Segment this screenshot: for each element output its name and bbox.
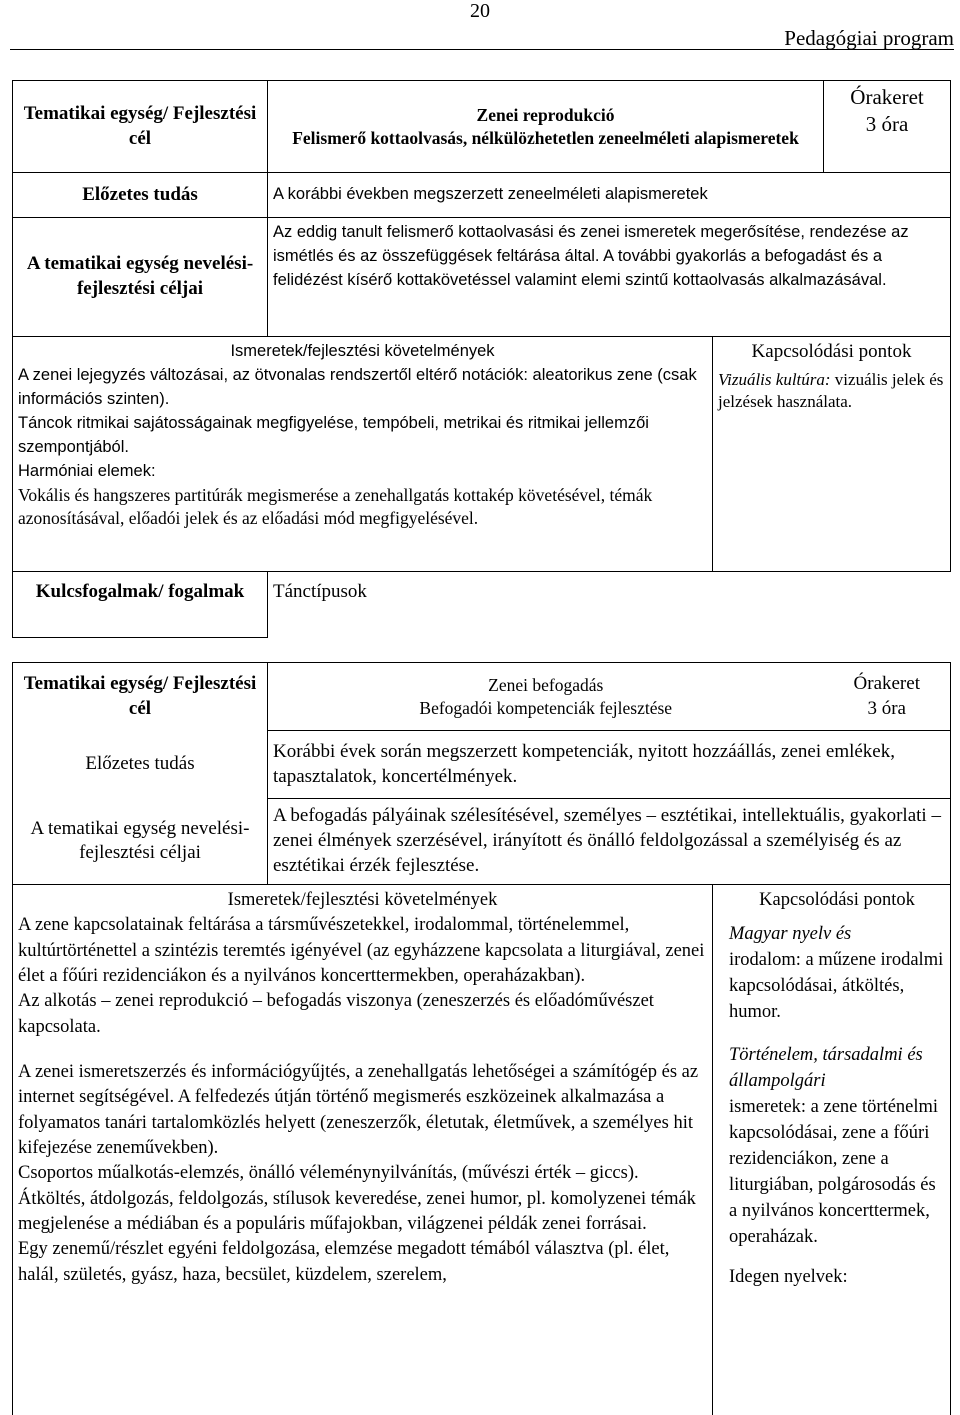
label-goals: A tematikai egység nevelési-fejlesztési céljai xyxy=(13,218,268,337)
unit-title-cell-2 xyxy=(268,663,824,731)
links-cell-2 xyxy=(713,885,951,1415)
link-history xyxy=(729,1043,945,1250)
label-unit: Tematikai egység/ Fejlesztési cél xyxy=(13,81,268,173)
requirement-arts: A zene kapcsolatainak feltárása a társművészetekkel, irodalommal, történelemmel, kultúrtörténettel a szintézis teremtés igényével (az egyházzene kapcsolata a liturgiával, zenei élet a főúri rezidenciákon és a nyilvános koncerttermekben, operaházakban). xyxy=(18,915,705,987)
development-goals: Az eddig tanult felismerő kottaolvasási és zenei ismeretek megerősítése, rendezése az ismétlés és az összefüggések feltárása által. A további gyakorlás a befogadást és a felidézést kísérő kottakövetéssel valamint elemi szintű kottaolvasás alkalmazásával. xyxy=(268,218,951,337)
requirement-notation: A zenei lejegyzés változásai, az ötvonalas rendszertől eltérő notációk: aleatorikus zene (csak információs szinten). xyxy=(18,365,697,408)
program-title: Pedagógiai program xyxy=(784,26,954,50)
unit-title: Zenei reprodukció xyxy=(476,104,615,125)
links-header: Kapcsolódási pontok xyxy=(751,341,912,362)
hours-cell xyxy=(824,81,951,173)
hours-label: Órakeret xyxy=(850,85,924,109)
unit-subtitle: Felismerő kottaolvasás, nélkülözhetetlen zeneelméleti alapismeretek xyxy=(292,127,799,148)
label-goals-2: A tematikai egység nevelési-fejlesztési céljai xyxy=(13,799,268,885)
prior-knowledge-2: Korábbi évek során megszerzett kompetenciák, nyitott hozzáállás, zenei emlékek, tapasztalatok, koncertélmények. xyxy=(268,731,951,799)
requirement-dances: Táncok ritmikai sajátosságainak megfigyelése, tempóbeli, metrikai és ritmikai jellemzői szempontjából. xyxy=(18,413,649,456)
unit-title-cell xyxy=(268,81,824,173)
requirement-scores: Vokális és hangszeres partitúrák megismerése a zenehallgatás kottakép követésével, témák azonosításával, előadói jelek és az előadási mód megfigyelésével. xyxy=(18,484,653,529)
label-unit-2: Tematikai egység/ Fejlesztési cél xyxy=(13,663,268,731)
link-foreign-languages: Idegen nyelvek: xyxy=(729,1266,848,1287)
link-visual-culture xyxy=(718,369,945,413)
link-description: vizuális jelek és jelzések használata. xyxy=(718,369,944,411)
requirements-header: Ismeretek/fejlesztési követelmények xyxy=(230,342,495,360)
hours-cell-2 xyxy=(824,663,951,731)
keywords: Tánctípusok xyxy=(268,572,951,638)
hours-label-2: Órakeret xyxy=(853,672,920,694)
unit-title-2: Zenei befogadás xyxy=(488,674,604,695)
link-history-subject: Történelem, társadalmi és állampolgári xyxy=(729,1045,923,1092)
requirement-individual: Egy zenemű/részlet egyéni feldolgozása, elemzése megadott témából választva (pl. élet, halál, születés, gyász, haza, becsület, küzdelem, szerelem, xyxy=(18,1239,670,1285)
requirement-harmony: Harmóniai elemek: xyxy=(18,461,156,480)
links-header-2: Kapcsolódási pontok xyxy=(759,890,915,910)
links-cell xyxy=(713,337,951,572)
label-prior: Előzetes tudás xyxy=(13,173,268,218)
thematic-unit-table-2 xyxy=(12,662,951,1415)
hours-value-2: 3 óra xyxy=(867,697,906,719)
requirement-adaptation: Átköltés, átdolgozás, feldolgozás, stílusok keveredése, zenei humor, pl. komolyzenei témák megjelenése a médiában és a populáris műfajokban, világzenei példák zenei forrásai. xyxy=(18,1188,696,1235)
spacer xyxy=(18,1040,707,1060)
requirement-analysis: Csoportos műalkotás-elemzés, önálló véleménynyilvánítás, (művészi érték – giccs). xyxy=(18,1163,639,1184)
label-prior-2: Előzetes tudás xyxy=(13,731,268,799)
unit-subtitle-2: Befogadói kompetenciák fejlesztése xyxy=(419,697,673,718)
header-rule xyxy=(10,49,954,50)
requirements-cell-2 xyxy=(13,885,713,1415)
link-subject: Vizuális kultúra: xyxy=(718,369,831,389)
requirement-research: A zenei ismeretszerzés és információgyűjtés, a zenehallgatás lehetőségei a számítógép és az internet segítségével. A felfedezés útján történő megismerés eszközeinek alkalmazása a folyamatos tanári tartalomközlés helyett (zeneszerzők, életutak, életművek, a személyes hit kifejezése zeneművekben). xyxy=(18,1062,699,1159)
link-literature-subject: Magyar nyelv és xyxy=(729,923,852,944)
requirements-header-2: Ismeretek/fejlesztési követelmények xyxy=(227,890,498,910)
requirements-cell xyxy=(13,337,713,572)
page-header xyxy=(0,0,960,50)
thematic-unit-table-1 xyxy=(12,80,951,638)
development-goals-2: A befogadás pályáinak szélesítésével, személyes – esztétikai, intellektuális, gyakorlati – zenei élmények szerzésével, irányított és önálló feldolgozással a személyiség és az esztétikai érzék fejlesztése. xyxy=(268,799,951,885)
page-number: 20 xyxy=(470,0,490,22)
hours-value: 3 óra xyxy=(865,112,909,137)
link-history-text: ismeretek: a zene történelmi kapcsolódásai, zene a főúri rezidenciákon, zene a liturgiában, polgárosodás és a nyilvános koncerttermek, operaházak. xyxy=(729,1097,939,1247)
link-literature-text: irodalom: a műzene irodalmi kapcsolódásai, átköltés, humor. xyxy=(729,949,944,1022)
requirement-creation: Az alkotás – zenei reprodukció – befogadás viszonya (zeneszerzés és előadóművészet kapcsolata. xyxy=(18,991,654,1037)
prior-knowledge: A korábbi években megszerzett zeneelméleti alapismeretek xyxy=(268,173,951,218)
link-literature xyxy=(729,922,945,1026)
label-keywords: Kulcsfogalmak/ fogalmak xyxy=(13,572,268,638)
